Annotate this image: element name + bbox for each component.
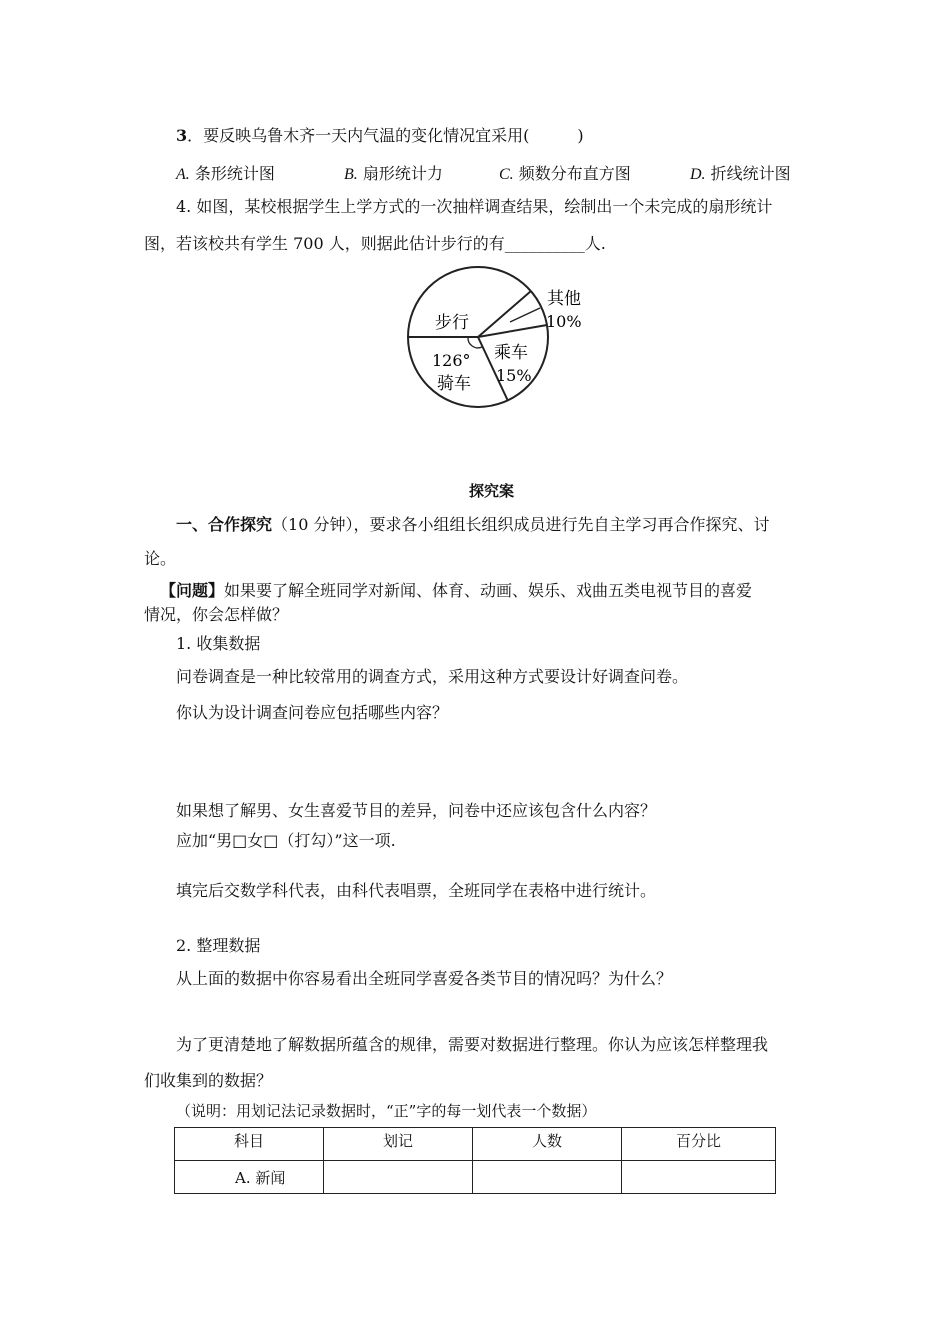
slice-angle-bike: 126° [432,351,471,370]
collect-paragraph-5: 填完后交数学科代表，由科代表唱票，全班同学在表格中进行统计。 [176,881,657,900]
table-header-cell: 科目 [175,1128,324,1161]
slice-value-ride: 15% [496,366,532,385]
organize-paragraph-1: 从上面的数据中你容易看出全班同学喜爱各类节目的情况吗？为什么？ [176,969,673,988]
collect-paragraph-3: 如果想了解男、女生喜爱节目的差异，问卷中还应该包含什么内容？ [176,801,657,820]
organize-paragraph-2a: 为了更清楚地了解数据所蕴含的规律，需要对数据进行整理。你认为应该怎样整理我 [176,1035,769,1054]
collect-paragraph-1: 问卷调查是一种比较常用的调查方式，采用这种方式要设计好调查问卷。 [176,667,689,686]
tally-table [174,1127,776,1194]
question-text: ．要反映乌鲁木齐一天内气温的变化情况宜采用( ) [187,126,584,145]
table-header-cell: 人数 [473,1128,622,1161]
section-heading: 一、合作探究（10 分钟），要求各小组组长组织成员进行先自主学习再合作探究、讨 [176,515,770,534]
table-row [175,1161,776,1194]
section-heading-cont: 论。 [144,549,177,568]
option-b: B. 扇形统计力 [344,164,443,183]
table-cell[interactable] [473,1161,622,1194]
organize-note: （说明：用划记法记录数据时，“正”字的每一划代表一个数据） [176,1102,597,1120]
pie-chart [390,270,582,420]
slice-label-ride: 乘车 [494,343,528,363]
problem-line2: 情况，你会怎样做？ [144,605,289,624]
question-4-line2: 图，若该校共有学生 700 人，则据此估计步行的有__________人. [144,234,606,253]
organize-paragraph-2b: 们收集到的数据？ [144,1071,273,1090]
collect-paragraph-4: 应加“男□女□（打勾）”这一项. [176,831,396,850]
problem-tag: 【问题】 [160,581,225,600]
slice-label-walk: 步行 [435,313,469,333]
collect-paragraph-2: 你认为设计调查问卷应包括哪些内容？ [176,703,449,722]
table-cell[interactable] [324,1161,473,1194]
table-header-cell: 百分比 [622,1128,776,1161]
subsection-organize-title: 2. 整理数据 [176,936,261,955]
question-4-line1: 4. 如图，某校根据学生上学方式的一次抽样调查结果，绘制出一个未完成的扇形统计 [176,197,773,216]
section-title: 探究案 [469,482,515,500]
slice-label-bike: 骑车 [437,374,471,394]
slice-label-other: 其他 [547,289,581,309]
other-pointer [510,308,540,322]
option-d: D. 折线统计图 [690,164,791,183]
table-header-cell: 划记 [324,1128,473,1161]
pie-chart-outline [408,267,548,407]
problem-line1: 【问题】如果要了解全班同学对新闻、体育、动画、娱乐、戏曲五类电视节目的喜爱 [160,581,753,600]
table-header-row [175,1128,776,1161]
option-c: C. 频数分布直方图 [499,164,631,183]
subsection-collect-title: 1. 收集数据 [176,634,261,653]
table-cell[interactable] [622,1161,776,1194]
option-a: A. 条形统计图 [176,164,275,183]
question-3-stem [176,126,584,146]
slice-value-other: 10% [546,312,582,331]
question-number: 3 [176,126,188,145]
table-cell: A. 新闻 [175,1161,324,1194]
